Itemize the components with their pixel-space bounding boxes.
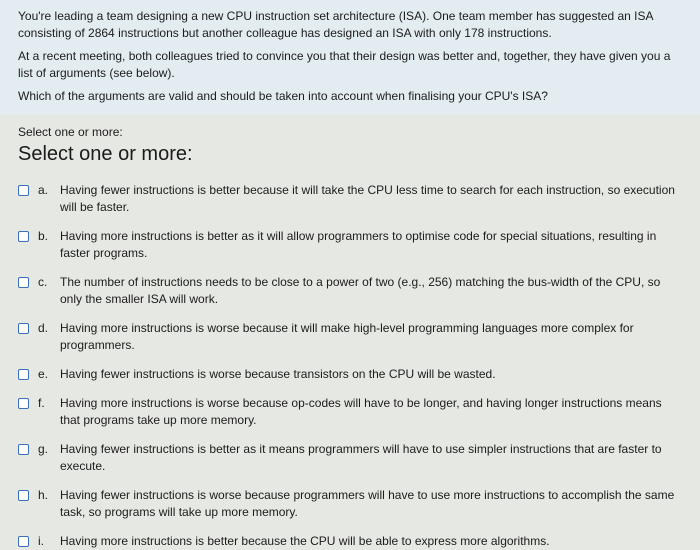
option-f[interactable]: [18, 395, 682, 429]
checkbox-icon[interactable]: [18, 231, 29, 242]
question-text: [0, 0, 700, 115]
select-prompt-large: Select one or more:: [18, 143, 193, 165]
option-text: Having fewer instructions is worse because programmers will have to use more instructions to accomplish the same task, so programs will take up more memory.: [60, 488, 675, 519]
checkbox-icon[interactable]: [18, 490, 29, 501]
option-d[interactable]: [18, 320, 682, 354]
option-text: Having fewer instructions is better as it means programmers will have to use simpler instructions that are faster to execute.: [60, 442, 662, 473]
option-letter: c.: [38, 275, 48, 289]
option-letter: a.: [38, 183, 49, 197]
checkbox-icon[interactable]: [18, 323, 29, 334]
option-letter: d.: [38, 321, 49, 335]
option-text: The number of instructions needs to be close to a power of two (e.g., 256) matching the bus-width of the CPU, so only the smaller ISA will work.: [60, 275, 661, 306]
option-e[interactable]: [18, 366, 682, 383]
option-text: Having more instructions is better because the CPU will be able to express more algorithms.: [60, 534, 550, 548]
checkbox-icon[interactable]: [18, 185, 29, 196]
option-c[interactable]: [18, 274, 682, 308]
option-letter: i.: [38, 534, 44, 548]
question-paragraph: At a recent meeting, both colleagues tried to convince you that their design was better and, together, they have given you a list of arguments (see below).: [18, 49, 671, 80]
question-paragraph: You're leading a team designing a new CPU instruction set architecture (ISA). One team member has suggested an ISA consisting of 2864 instructions but another colleague has designed an ISA with only 178 instructions.: [18, 9, 653, 40]
options-list: [18, 182, 682, 550]
option-b[interactable]: [18, 228, 682, 262]
option-text: Having fewer instructions is worse because transistors on the CPU will be wasted.: [60, 367, 496, 381]
option-h[interactable]: [18, 487, 682, 521]
option-text: Having fewer instructions is better because it will take the CPU less time to search for each instruction, so execution will be faster.: [60, 183, 675, 214]
option-letter: h.: [38, 488, 49, 502]
option-text: Having more instructions is better as it will allow programmers to optimise code for special situations, resulting in faster programs.: [60, 229, 657, 260]
select-prompt-small: Select one or more:: [18, 125, 123, 139]
answer-area: [0, 115, 700, 550]
checkbox-icon[interactable]: [18, 277, 29, 288]
option-letter: e.: [38, 367, 49, 381]
checkbox-icon[interactable]: [18, 369, 29, 380]
checkbox-icon[interactable]: [18, 398, 29, 409]
question-paragraph: Which of the arguments are valid and should be taken into account when finalising your CPU's ISA?: [18, 89, 548, 103]
option-text: Having more instructions is worse because it will make high-level programming languages more complex for programmers.: [60, 321, 634, 352]
option-a[interactable]: [18, 182, 682, 216]
checkbox-icon[interactable]: [18, 536, 29, 547]
option-text: Having more instructions is worse because op-codes will have to be longer, and having longer instructions means that programs take up more memory.: [60, 396, 662, 427]
option-i[interactable]: [18, 533, 682, 550]
option-letter: b.: [38, 229, 49, 243]
option-letter: f.: [38, 396, 45, 410]
checkbox-icon[interactable]: [18, 444, 29, 455]
option-letter: g.: [38, 442, 49, 456]
option-g[interactable]: [18, 441, 682, 475]
